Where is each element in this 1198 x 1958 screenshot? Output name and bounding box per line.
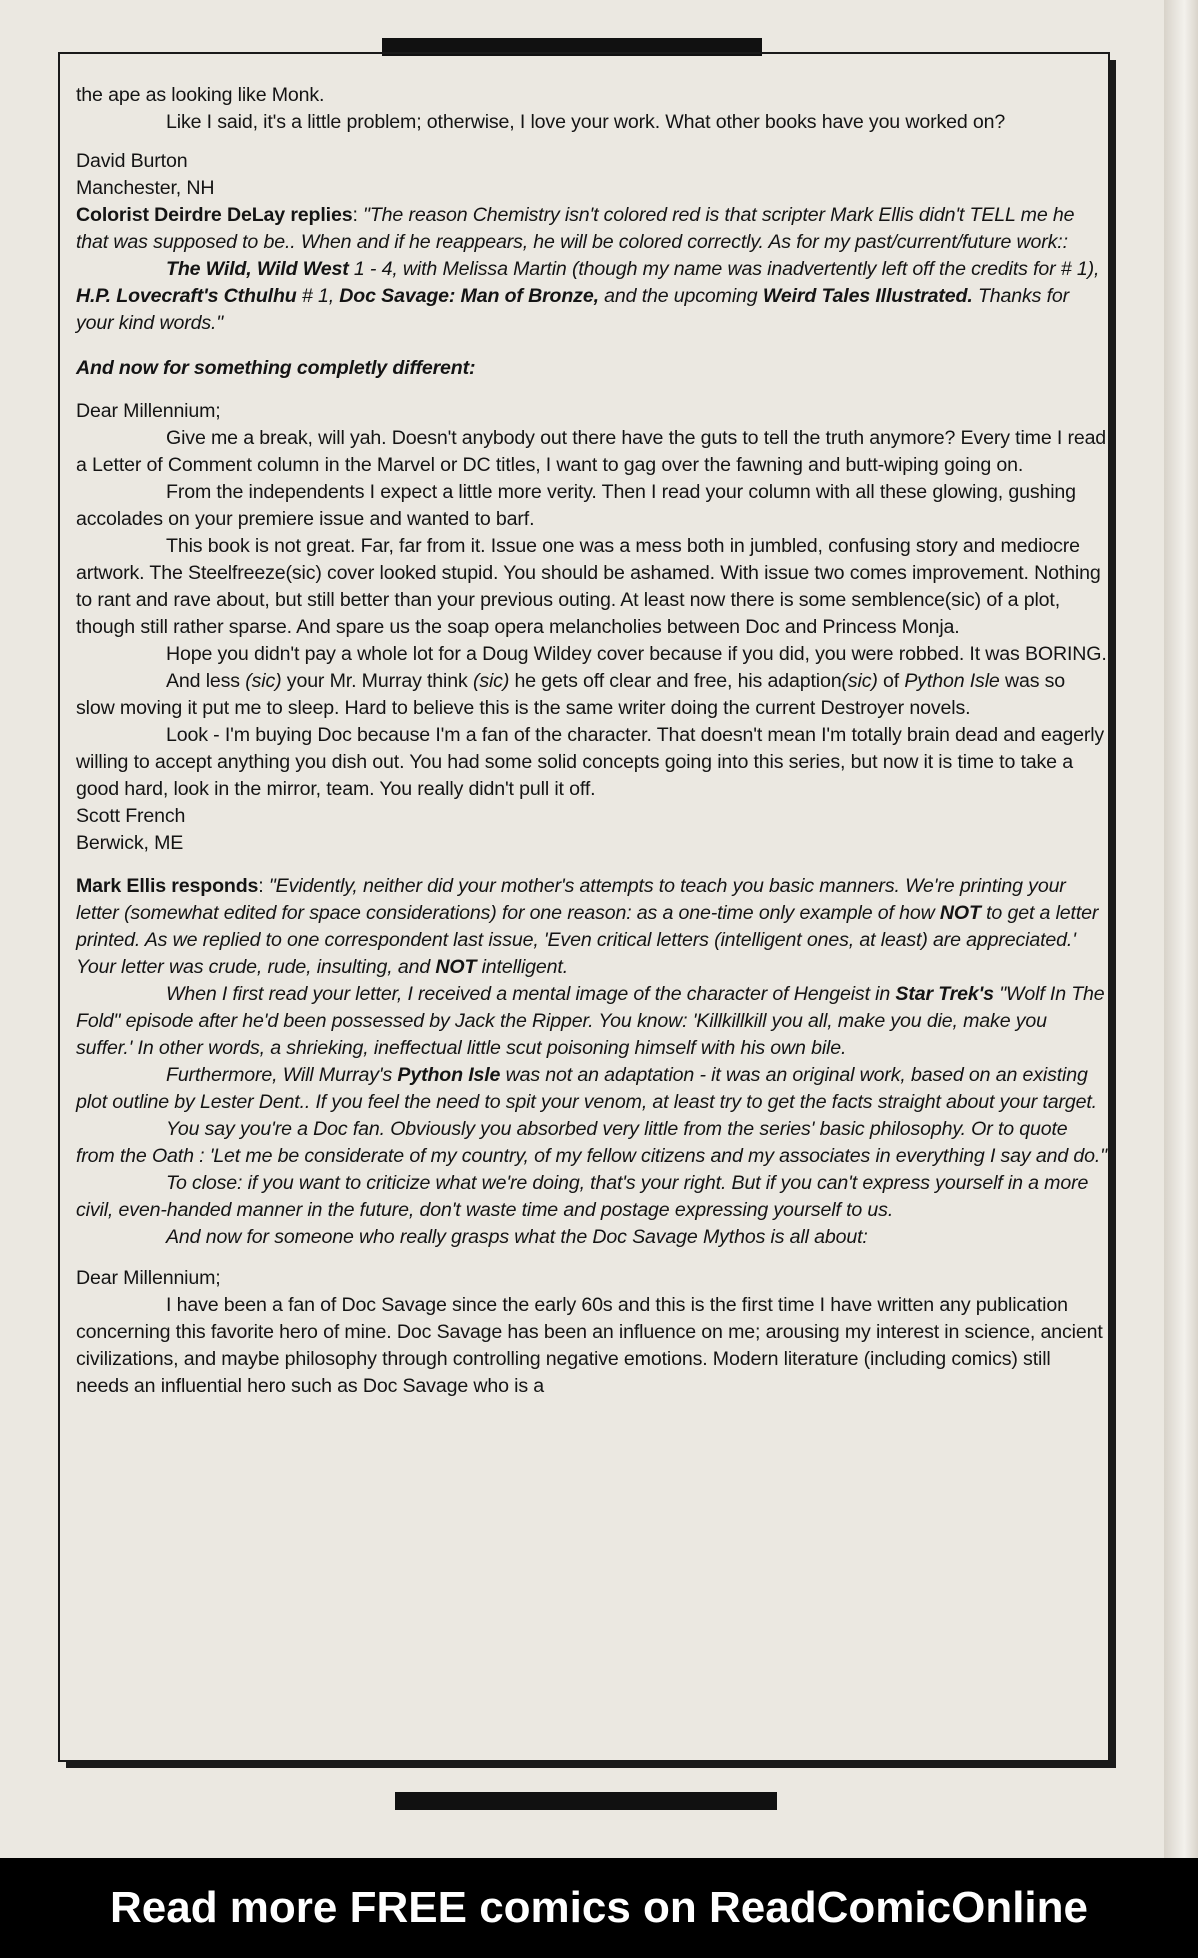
title-wild-wild-west: The Wild, Wild West: [166, 258, 349, 280]
reply2-paragraph-4: You say you're a Doc fan. Obviously you absorbed very little from the series' basic philosophy. Or to quote from the Oath : 'Let me be considerate of my country, of my fellow citizens and my associates in everything I say and do.": [76, 1118, 1107, 1167]
reply2-paragraph-5: To close: if you want to criticize what we're doing, that's your right. But if you can't express yourself in a more civil, even-handed manner in the future, don't waste time and postage expressing yourself to us.: [76, 1172, 1089, 1221]
reply1-credits: [76, 256, 1108, 337]
reply1-lead: Colorist Deirdre DeLay replies: [76, 204, 353, 226]
reply2-paragraph-1: Mark Ellis responds: "Evidently, neither did your mother's attempts to teach you basic manners. We're printing your letter (somewhat edited for space considerations) for one reason: as a one-time only example of how NOT to get a letter printed. As we replied to one correspondent last issue, 'Even critical letters (intelligent ones, at least) are appreciated.' Your letter was crude, rude, insulting, and NOT intelligent.: [76, 875, 1099, 978]
letter1-signature-name: David Burton: [76, 150, 188, 172]
letter2-paragraph-5: And less (sic) your Mr. Murray think (sic) he gets off clear and free, his adaption(sic) of Python Isle was so slow moving it put me to sleep. Hard to believe this is the same writer doing the current Destroyer novels.: [76, 670, 1066, 719]
reply2-paragraph-2: When I first read your letter, I received a mental image of the character of Hengeist in Star Trek's "Wolf In The Fold" episode after he'd been possessed by Jack the Ripper. You know: 'Killkillkill you all, make you die, make you suffer.' In other words, a shrieking, ineffectual little scut poisoning himself with his own bile.: [76, 983, 1105, 1059]
letter3-paragraph-1: I have been a fan of Doc Savage since the early 60s and this is the first time I have written any publication concerning this favorite hero of mine. Doc Savage has been an influence on me; arousing my interest in science, ancient civilizations, and maybe philosophy through controlling negative emotions. Modern literature (including comics) still needs an influential hero such as Doc Savage who is a: [76, 1294, 1103, 1397]
letter2-paragraph-3: This book is not great. Far, far from it. Issue one was a mess both in jumbled, confusing story and mediocre artwork. The Steelfreeze(sic) cover looked stupid. You should be ashamed. With issue two comes improvement. Nothing to rant and rave about, but still better than your previous outing. At least now there is some semblence(sic) of a plot, though still rather sparse. And spare us the soap opera melancholies between Doc and Princess Monja.: [76, 535, 1101, 638]
bottom-black-tab: [395, 1792, 777, 1810]
reply2-paragraph-6: And now for someone who really grasps what the Doc Savage Mythos is all about:: [166, 1226, 868, 1248]
letter1-signature-place: Manchester, NH: [76, 177, 215, 199]
frame-shadow-right: [1110, 60, 1116, 1768]
reply1-paragraph: Colorist Deirdre DeLay replies: "The reason Chemistry isn't colored red is that scripter Mark Ellis didn't TELL me he that was supposed to be.. When and if he reappears, he will be colored correctly. As for my past/current/future work::: [76, 204, 1075, 253]
reply1-text: "The reason Chemistry isn't colored red is that scripter Mark Ellis didn't TELL me he that was supposed to be.. When and if he reappears, he will be colored correctly. As for my past/current/future work::: [76, 204, 1075, 253]
title-doc-savage: Doc Savage: Man of Bronze,: [339, 285, 599, 307]
frame-shadow-bottom: [66, 1762, 1116, 1768]
credits-text-1: 1 - 4, with Melissa Martin (though my name was inadvertently left off the credits for # 1),: [348, 258, 1100, 280]
letter2-paragraph-4: Hope you didn't pay a whole lot for a Doug Wildey cover because if you did, you were robbed. It was BORING.: [166, 643, 1107, 665]
section-heading: And now for something completly different:: [76, 357, 476, 379]
letter3-salutation: Dear Millennium;: [76, 1267, 221, 1289]
letter1-continuation: the ape as looking like Monk.: [76, 84, 325, 106]
credits-text-3: and the upcoming: [598, 285, 763, 307]
letter2-signature-place: Berwick, ME: [76, 832, 184, 854]
reply2-paragraph-3: Furthermore, Will Murray's Python Isle was not an adaptation - it was an original work, based on an existing plot outline by Lester Dent.. If you feel the need to spit your venom, at least try to get the facts straight about your target.: [76, 1064, 1097, 1113]
letter2-paragraph-6: Look - I'm buying Doc because I'm a fan of the character. That doesn't mean I'm totally brain dead and eagerly willing to accept anything you dish out. You had some solid concepts going into this series, but now it is time to take a good hard, look in the mirror, team. You really didn't pull it off.: [76, 724, 1105, 800]
letter2-paragraph-2: From the independents I expect a little more verity. Then I read your column with all these glowing, gushing accolades on your premiere issue and wanted to barf.: [76, 481, 1076, 530]
title-weird-tales: Weird Tales Illustrated.: [762, 285, 973, 307]
letter2-salutation: Dear Millennium;: [76, 400, 221, 422]
letters-column: [76, 82, 1108, 1400]
credits-text-2: # 1,: [296, 285, 340, 307]
letter2-signature-name: Scott French: [76, 805, 186, 827]
read-more-banner[interactable]: Read more FREE comics on ReadComicOnline: [0, 1858, 1198, 1958]
paper-edge: [1164, 0, 1198, 1858]
reply2-lead: Mark Ellis responds: [76, 875, 259, 897]
title-cthulhu: H.P. Lovecraft's Cthulhu: [76, 285, 297, 307]
letter1-paragraph: Like I said, it's a little problem; otherwise, I love your work. What other books have you worked on?: [166, 111, 1006, 133]
credits-text-4: Thanks for your kind words.": [76, 285, 1070, 334]
letter2-paragraph-1: Give me a break, will yah. Doesn't anybody out there have the guts to tell the truth anymore? Every time I read a Letter of Comment column in the Marvel or DC titles, I want to gag over the fawning and butt-wiping going on.: [76, 427, 1107, 476]
